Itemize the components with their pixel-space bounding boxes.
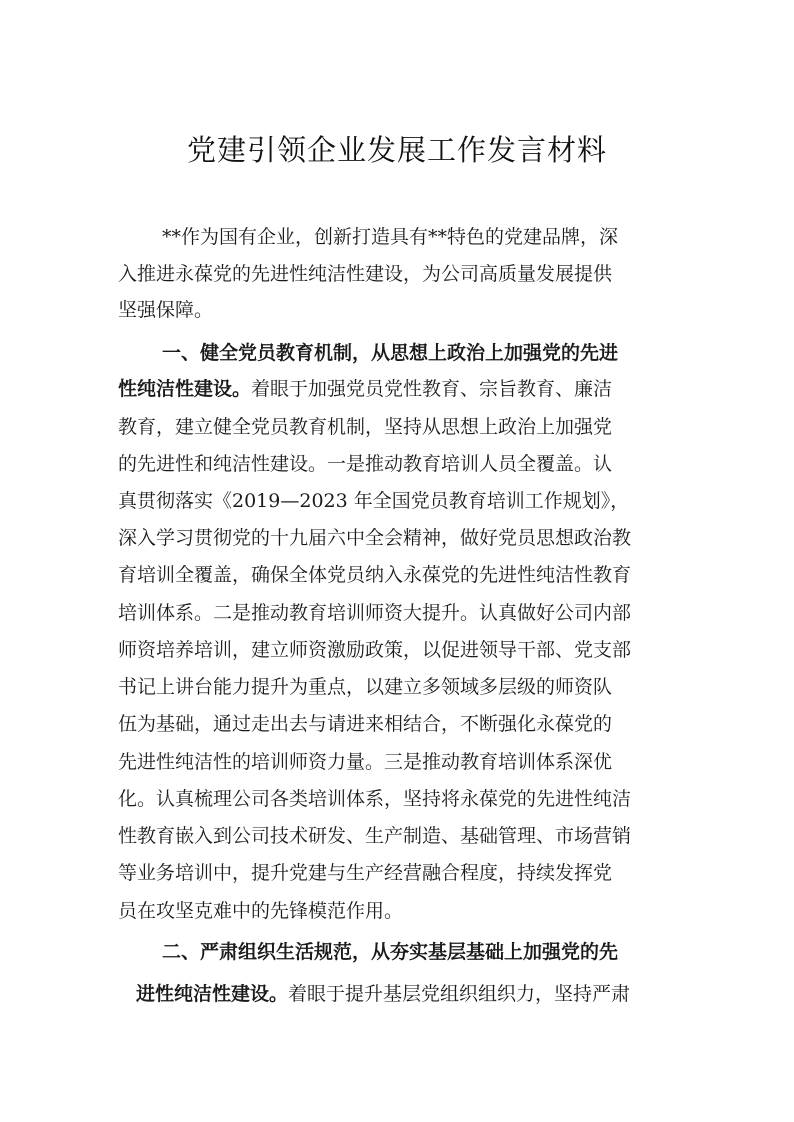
paragraph-line: 员在攻坚克难中的先锋模范作用。 (118, 900, 404, 922)
paragraph-line: 培训体系。二是推动教育培训师资大提升。认真做好公司内部 (118, 602, 632, 624)
paragraph-line: 先进性纯洁性的培训师资力量。三是推动教育培训体系深优 (118, 751, 613, 773)
paragraph-line: 性教育嵌入到公司技术研发、生产制造、基础管理、市场营销 (118, 825, 632, 847)
paragraph-line: 师资培养培训，建立师资激励政策，以促进领导干部、党支部 (118, 639, 632, 661)
paragraph-line: 的先进性和纯洁性建设。一是推动教育培训人员全覆盖。认 (118, 453, 613, 475)
paragraph-line: 书记上讲台能力提升为重点，以建立多领域多层级的师资队 (118, 676, 613, 698)
paragraph-line: 等业务培训中，提升党建与生产经营融合程度，持续发挥党 (118, 862, 613, 884)
paragraph-line: 教育，建立健全党员教育机制，坚持从思想上政治上加强党 (118, 416, 613, 438)
section-heading-2-continued: 进性纯洁性建设。 (136, 983, 289, 1005)
paragraph-line: **作为国有企业，创新打造具有**特色的党建品牌，深 (162, 226, 619, 248)
paragraph-line (118, 375, 612, 403)
paragraph-text: 着眼于加强党员党性教育、宗旨教育、廉洁 (251, 378, 613, 400)
paragraph-line: 真贯彻落实《2019—2023 年全国党员教育培训工作规划》， (118, 490, 630, 512)
paragraph-line: 伍为基础，通过走出去与请进来相结合，不断强化永葆党的 (118, 713, 613, 735)
paragraph-line: 入推进永葆党的先进性纯洁性建设，为公司高质量发展提供 (118, 263, 613, 285)
section-heading-2: 二、严肃组织生活规范，从夯实基层基础上加强党的先 (162, 941, 619, 963)
paragraph-line: 育培训全覆盖，确保全体党员纳入永葆党的先进性纯洁性教育 (118, 564, 632, 586)
paragraph-line: 坚强保障。 (118, 299, 214, 321)
paragraph-text: 着眼于提升基层党组织组织力，坚持严肃 (288, 983, 631, 1005)
paragraph-line: 深入学习贯彻党的十九届六中全会精神，做好党员思想政治教 (118, 527, 632, 549)
paragraph-line: 化。认真梳理公司各类培训体系，坚持将永葆党的先进性纯洁 (118, 788, 632, 810)
paragraph-line (136, 980, 630, 1008)
section-heading-1: 一、健全党员教育机制，从思想上政治上加强党的先进 (162, 342, 619, 364)
section-heading-1-continued: 性纯洁性建设。 (118, 378, 252, 400)
document-title: 党建引领企业发展工作发言材料 (186, 133, 607, 167)
